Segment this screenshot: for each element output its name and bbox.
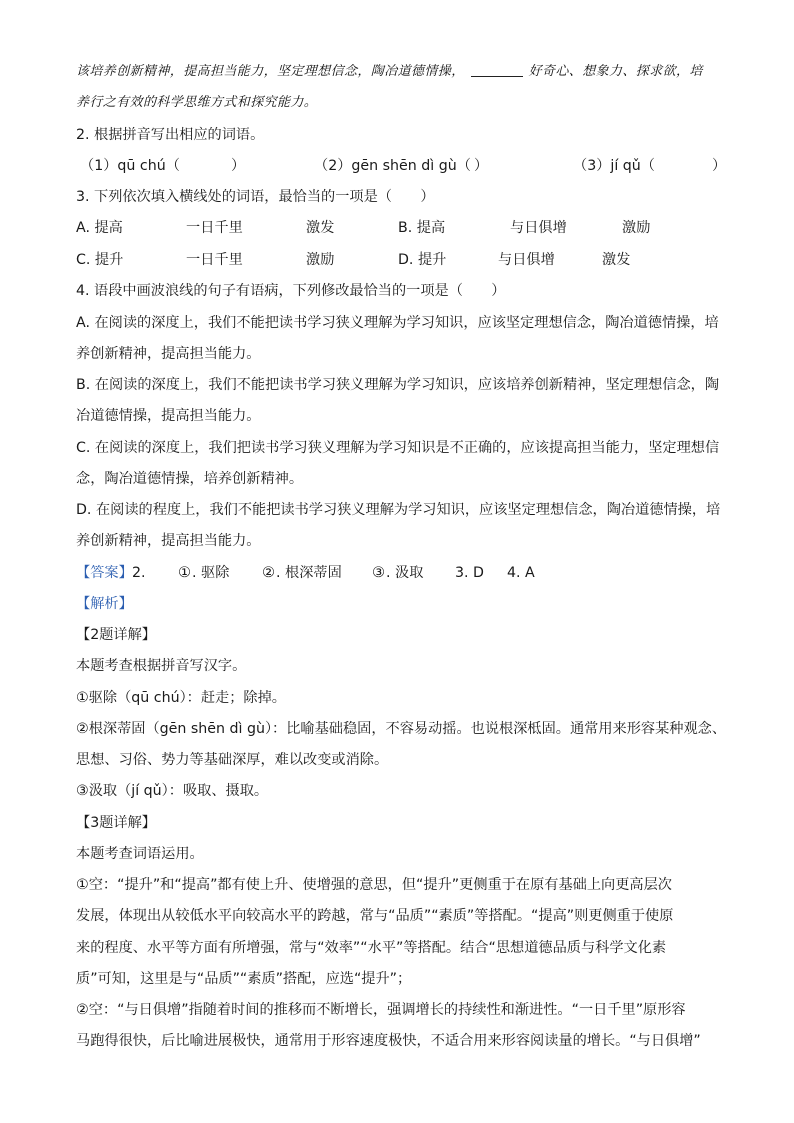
q4-option-b-line-2: 冶道德情操，提高担当能力。 — [76, 408, 261, 424]
question-4-title: 4. 语段中画波浪线的句子有语病，下列修改最恰当的一项是（ ） — [76, 283, 506, 299]
analysis-q3-heading: 【3题详解】 — [76, 815, 156, 831]
q2-item-2-close: ） — [474, 158, 489, 174]
analysis-q2-item-1: ①驱除（qū chú）：赶走；除掉。 — [76, 690, 286, 706]
passage-line-2: 养行之有效的科学思维方式和探究能力。 — [76, 95, 318, 110]
q3-option-a-word3: 激发 — [306, 220, 335, 236]
answer-q3: 3. D — [455, 565, 484, 581]
q4-option-a-line-1: A. 在阅读的深度上，我们不能把读书学习狭义理解为学习知识，应该坚定理想信念，陶冶道德情操，培 — [76, 315, 719, 331]
analysis-q3-blank-1-line-1: ①空：“提升”和“提高”都有使上升、使增强的意思，但“提升”更侧重于在原有基础上向更高层次 — [76, 877, 672, 893]
analysis-q3-blank-2-line-2: 马跑得很快，后比喻进展极快，通常用于形容速度极快，不适合用来形容阅读量的增长。“与日俱增” — [76, 1033, 701, 1049]
answer-q4: 4. A — [507, 565, 535, 581]
fill-blank — [471, 62, 523, 77]
q4-option-d-line-1: D. 在阅读的程度上，我们不能把读书学习狭义理解为学习知识，应该坚定理想信念，陶冶道德情操，培 — [76, 502, 721, 518]
q2-item-3-close: ） — [712, 158, 727, 174]
q3-option-d-word2: 与日俱增 — [498, 252, 555, 268]
analysis-q3-blank-1-line-3: 来的程度、水平等方面有所增强，常与“效率”“水平”等搭配。结合“思想道德品质与科学文化素 — [76, 940, 667, 956]
q3-option-b-word2: 与日俱增 — [510, 220, 567, 236]
answer-circle-2: ② — [262, 565, 275, 581]
analysis-q2-intro: 本题考查根据拼音写汉字。 — [76, 658, 247, 674]
q3-option-c-word2: 一日千里 — [186, 252, 243, 268]
analysis-q3-blank-2-line-1: ②空：“与日俱增”指随着时间的推移而不断增长，强调增长的持续性和渐进性。“一日千里”原形容 — [76, 1002, 686, 1018]
q2-item-1-close: ） — [231, 158, 246, 174]
answer-q2-item-1: . 驱除 — [192, 565, 230, 581]
q4-option-d-line-2: 养创新精神，提高担当能力。 — [76, 533, 261, 549]
q4-option-a-line-2: 养创新精神，提高担当能力。 — [76, 346, 261, 362]
analysis-q3-blank-1-line-2: 发展，体现出从较低水平向较高水平的跨越，常与“品质”“素质”等搭配。“提高”则更侧重于使原 — [76, 908, 674, 924]
q2-item-3-label: （3）jí qǔ（ — [573, 158, 655, 174]
q3-option-d-word3: 激发 — [602, 252, 631, 268]
q3-option-a-word2: 一日千里 — [186, 220, 243, 236]
q2-item-1-label: （1）qū chú（ — [80, 158, 180, 174]
q4-option-b-line-1: B. 在阅读的深度上，我们不能把读书学习狭义理解为学习知识，应该培养创新精神，坚定理想信念，陶 — [76, 377, 720, 393]
q4-option-c-line-2: 念，陶冶道德情操，培养创新精神。 — [76, 471, 304, 487]
analysis-label: 【解析】 — [76, 596, 133, 612]
q3-option-d-label: D. 提升 — [398, 252, 447, 268]
answer-q2-item-3: . 汲取 — [386, 565, 424, 581]
q3-option-c-word3: 激励 — [306, 252, 335, 268]
analysis-q2-heading: 【2题详解】 — [76, 627, 156, 643]
answer-q2-item-2: . 根深蒂固 — [276, 565, 342, 581]
q3-option-b-word3: 激励 — [622, 220, 651, 236]
q3-option-a-label: A. 提高 — [76, 220, 123, 236]
analysis-q2-item-2-line-2: 思想、习俗、势力等基础深厚，难以改变或消除。 — [76, 752, 389, 768]
q3-option-c-label: C. 提升 — [76, 252, 124, 268]
passage-text: 该培养创新精神，提高担当能力，坚定理想信念，陶冶道德情操， — [76, 64, 465, 79]
passage-line-1 — [76, 62, 703, 82]
answer-q2-number: 2. — [132, 565, 146, 581]
answer-label: 【答案】 — [76, 565, 133, 581]
q2-item-2-label: （2）gēn shēn dì gù（ — [314, 158, 471, 174]
q4-option-c-line-1: C. 在阅读的深度上，我们把读书学习狭义理解为学习知识是不正确的，应该提高担当能力，坚定理想信 — [76, 440, 720, 456]
answer-circle-3: ③ — [372, 565, 385, 581]
analysis-q3-intro: 本题考查词语运用。 — [76, 846, 204, 862]
analysis-q2-item-3: ③汲取（jí qǔ）：吸取、摄取。 — [76, 783, 269, 799]
q3-option-b-label: B. 提高 — [398, 220, 446, 236]
question-2-title: 2. 根据拼音写出相应的词语。 — [76, 127, 265, 143]
analysis-q2-item-2-line-1: ②根深蒂固（gēn shēn dì gù）：比喻基础稳固，不容易动摇。也说根深柢固。通常用来形容某种观念、 — [76, 721, 727, 737]
passage-text: 好奇心、想象力、探求欲，培 — [528, 64, 703, 79]
answer-circle-1: ① — [178, 565, 191, 581]
question-3-title: 3. 下列依次填入横线处的词语，最恰当的一项是（ ） — [76, 189, 435, 205]
analysis-q3-blank-1-line-4: 质”可知，这里是与“品质”“素质”搭配，应选“提升”； — [76, 971, 412, 987]
